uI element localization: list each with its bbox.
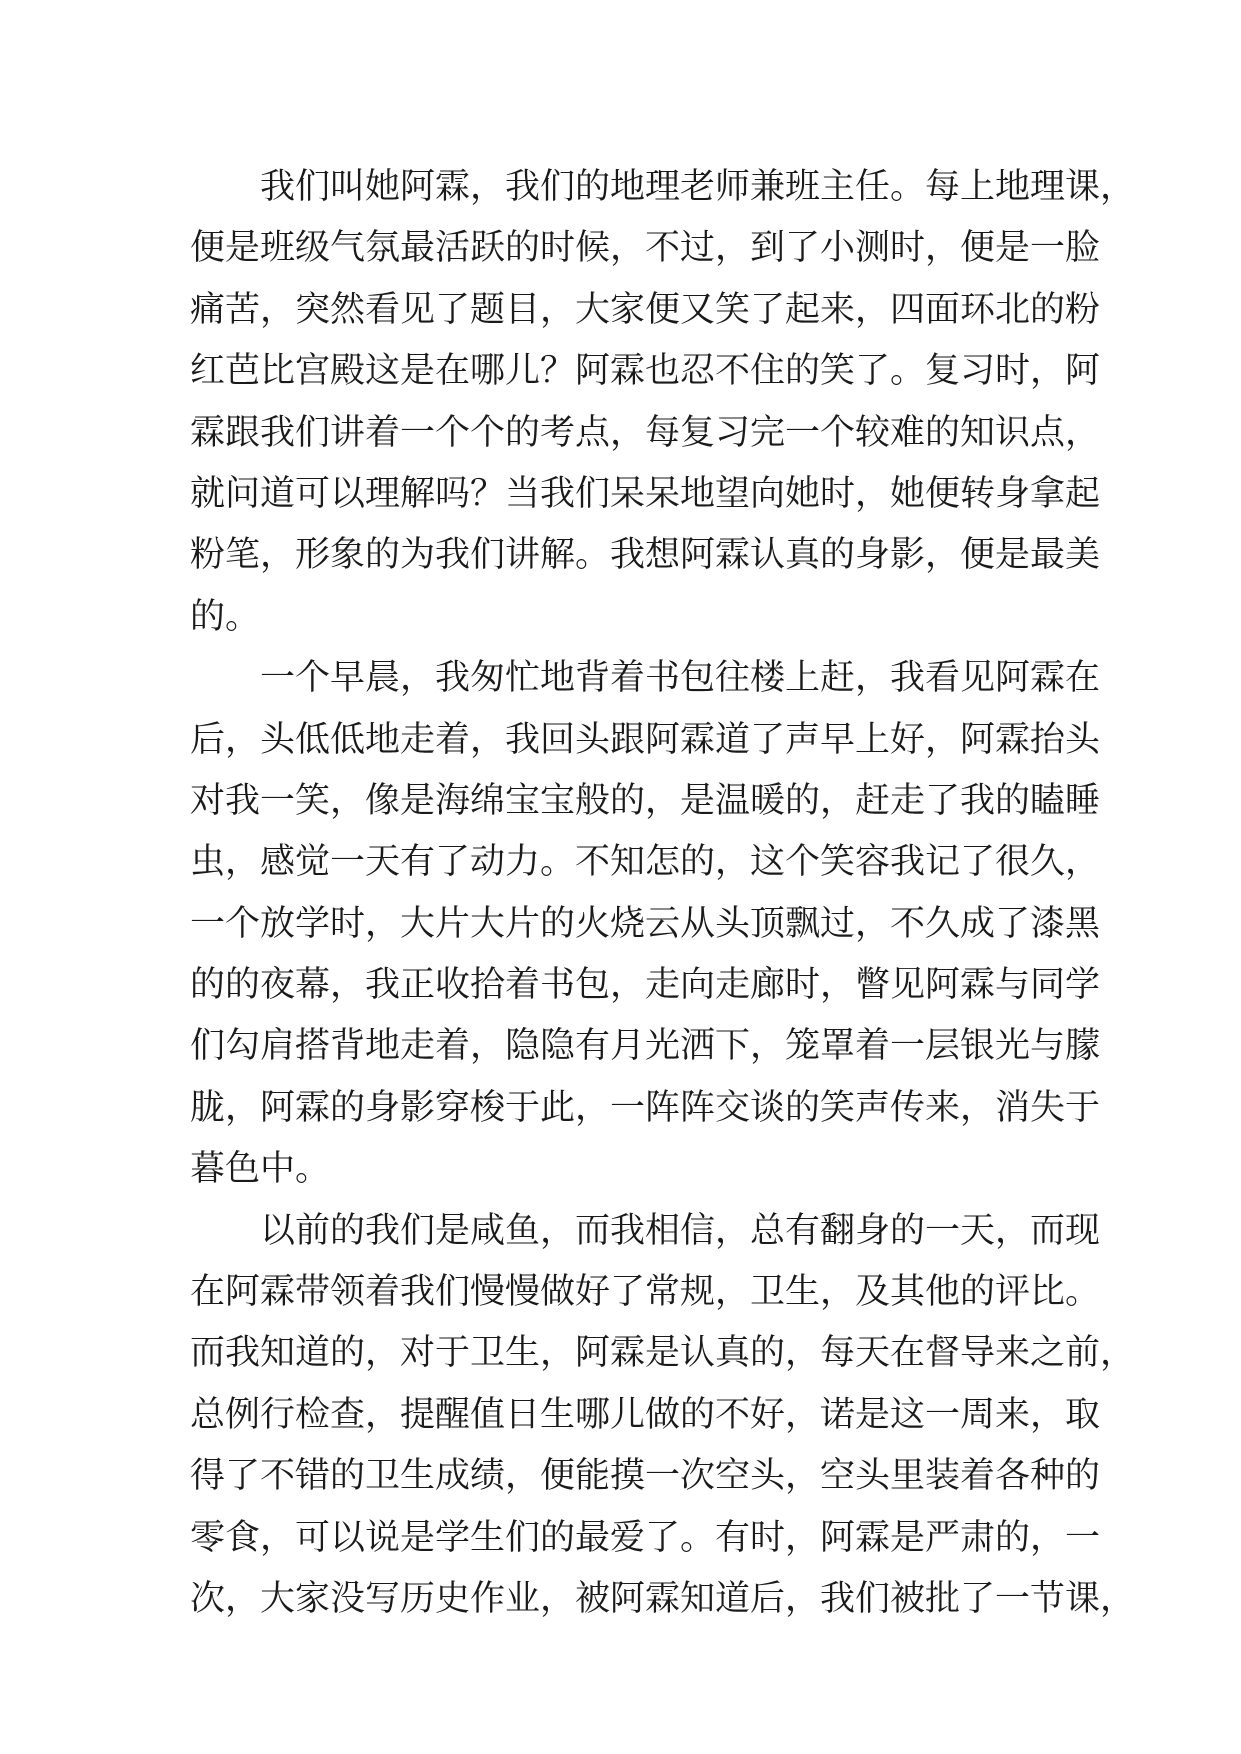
paragraph-1-line-2: 便是班级气氛最活跃的时候，不过，到了小测时，便是一脸 <box>190 228 1101 269</box>
paragraph-3-line-1: 以前的我们是咸鱼，而我相信，总有翻身的一天，而现 <box>260 1210 1101 1251</box>
paragraph-3-line-2: 在阿霖带领着我们慢慢做好了常规，卫生，及其他的评比。 <box>190 1272 1101 1313</box>
paragraph-3-line-6: 零食，可以说是学生们的最爱了。有时，阿霖是严肃的，一 <box>190 1517 1101 1558</box>
paragraph-1-line-3: 痛苦，突然看见了题目，大家便又笑了起来，四面环北的粉 <box>190 289 1101 330</box>
paragraph-2-line-8: 胧，阿霖的身影穿梭于此，一阵阵交谈的笑声传来，消失于 <box>190 1087 1101 1128</box>
essay-text <box>190 157 1136 1630</box>
paragraph-2-line-9: 暮色中。 <box>190 1149 331 1190</box>
paragraph-2-line-4: 虫，感觉一天有了动力。不知怎的，这个笑容我记了很久， <box>190 842 1101 883</box>
paragraph-2-line-1: 一个早晨，我匆忙地背着书包往楼上赶，我看见阿霖在 <box>260 658 1101 699</box>
paragraph-2-line-5: 一个放学时，大片大片的火烧云从头顶飘过，不久成了漆黑 <box>190 903 1101 944</box>
paragraph-2-line-2: 后，头低低地走着，我回头跟阿霖道了声早上好，阿霖抬头 <box>190 719 1101 760</box>
paragraph-2-line-7: 们勾肩搭背地走着，隐隐有月光洒下，笼罩着一层银光与朦 <box>190 1026 1101 1067</box>
paragraph-3-line-7: 次，大家没写历史作业，被阿霖知道后，我们被批了一节课， <box>190 1578 1136 1619</box>
paragraph-1-line-6: 就问道可以理解吗？当我们呆呆地望向她时，她便转身拿起 <box>190 473 1101 514</box>
paragraph-1-line-4: 红芭比宫殿这是在哪儿？阿霖也忍不住的笑了。复习时，阿 <box>190 351 1101 392</box>
paragraph-3-line-5: 得了不错的卫生成绩，便能摸一次空头，空头里装着各种的 <box>190 1456 1101 1497</box>
paragraph-1-line-1: 我们叫她阿霖，我们的地理老师兼班主任。每上地理课， <box>260 167 1136 207</box>
paragraph-2-line-3: 对我一笑，像是海绵宝宝般的，是温暖的，赶走了我的瞌睡 <box>190 780 1101 821</box>
paragraph-1-line-8: 的。 <box>190 596 261 637</box>
paragraph-1-line-7: 粉笔，形象的为我们讲解。我想阿霖认真的身影，便是最美 <box>190 535 1101 576</box>
paragraph-1-line-5: 霖跟我们讲着一个个的考点，每复习完一个较难的知识点， <box>190 412 1101 453</box>
paragraph-2-line-6: 的的夜幕，我正收拾着书包，走向走廊时，瞥见阿霖与同学 <box>190 965 1101 1006</box>
paragraph-3-line-4: 总例行检查，提醒值日生哪儿做的不好，诺是这一周来，取 <box>190 1394 1101 1435</box>
paragraph-3-line-3: 而我知道的，对于卫生，阿霖是认真的，每天在督导来之前， <box>190 1333 1136 1374</box>
